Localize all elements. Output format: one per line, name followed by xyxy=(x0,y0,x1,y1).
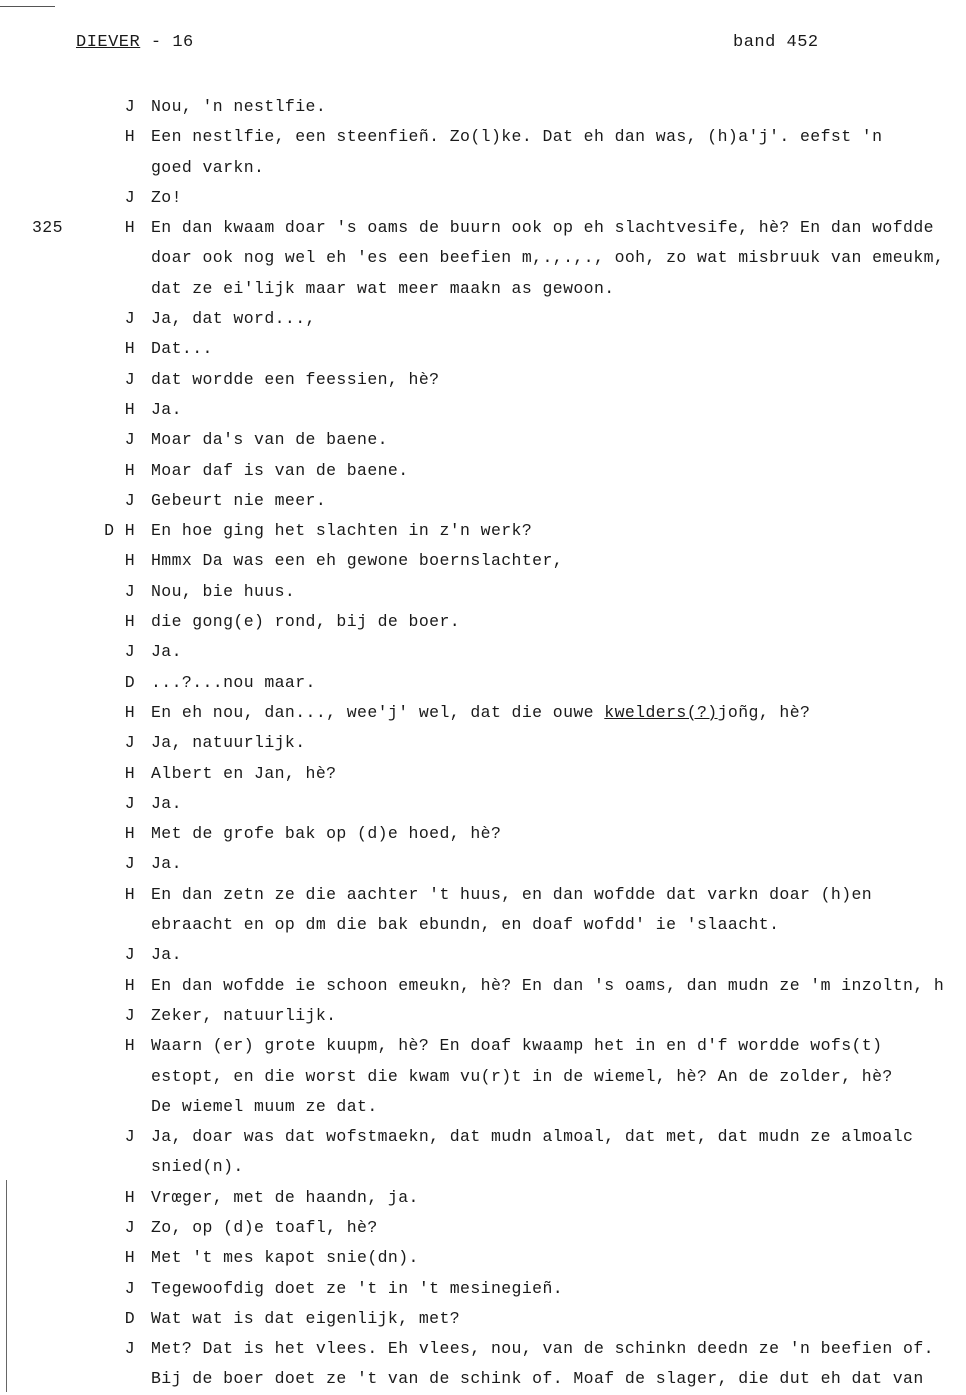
speaker-label: H xyxy=(124,127,135,147)
speaker-label: J xyxy=(124,369,135,389)
speaker-label: H xyxy=(124,1036,135,1056)
header-band: band 452 xyxy=(733,33,819,52)
speaker-label: J xyxy=(124,1339,135,1359)
transcript-entry xyxy=(0,92,966,122)
speaker-label: H xyxy=(124,702,135,722)
utterance xyxy=(151,183,966,213)
utterance-line: Met 't mes kapot snie(dn). xyxy=(151,1248,419,1268)
utterance-line: ebraacht en op dm die bak ebundn, en doaf wofdd' ie 'slaacht. xyxy=(151,915,780,935)
utterance xyxy=(151,546,966,576)
utterance-line: Ja, doar was dat wofstmaekn, dat mudn almoal, dat met, dat mudn ze almoalc xyxy=(151,1127,914,1147)
utterance xyxy=(151,456,966,486)
utterance xyxy=(151,728,966,758)
utterance xyxy=(151,1122,966,1183)
transcript-entry xyxy=(0,577,966,607)
speaker-label: J xyxy=(124,1127,135,1147)
utterance xyxy=(151,1274,966,1304)
header-left xyxy=(76,33,194,52)
transcript-entry xyxy=(0,1001,966,1031)
speaker-label: J xyxy=(124,187,135,207)
underlined-word: kwelders(?) xyxy=(604,702,718,722)
transcript-entry xyxy=(0,122,966,183)
utterance xyxy=(151,304,966,334)
transcript-entry xyxy=(0,971,966,1001)
utterance-line: dat wordde een feessien, hè? xyxy=(151,369,440,389)
speaker-label: J xyxy=(124,97,135,116)
speaker-label: J xyxy=(124,309,135,329)
utterance-line: Ja, dat word..., xyxy=(151,309,316,329)
utterance-line: En eh nou, dan..., wee'j' wel, dat die ouwe kwelders(?)joñg, hè? xyxy=(151,702,811,722)
utterance-line: goed varkn. xyxy=(151,157,265,177)
utterance-line: Ja. xyxy=(151,793,182,813)
utterance-line: dat ze ei'lijk maar wat meer maakn as gewoon. xyxy=(151,278,615,298)
transcript-entry xyxy=(0,1183,966,1213)
utterance-line: snied(n). xyxy=(151,1157,244,1177)
utterance xyxy=(151,486,966,516)
utterance xyxy=(151,607,966,637)
utterance-line: Zo, op (d)e toafl, hè? xyxy=(151,1217,378,1237)
transcript-body xyxy=(0,92,966,1395)
transcript-entry xyxy=(0,880,966,941)
transcript-entry xyxy=(0,516,966,546)
utterance xyxy=(151,1183,966,1213)
transcript-entry xyxy=(0,365,966,395)
transcript-entry xyxy=(0,698,966,728)
transcript-entry xyxy=(0,304,966,334)
top-rule xyxy=(0,6,55,7)
utterance xyxy=(151,1031,966,1122)
transcript-entry xyxy=(0,1274,966,1304)
transcript-entry xyxy=(0,1243,966,1273)
header-page-number: - 16 xyxy=(140,33,194,52)
speaker-label: H xyxy=(124,399,135,419)
transcript-entry xyxy=(0,789,966,819)
utterance-line: Nou, 'n nestlfie. xyxy=(151,97,327,116)
transcript-entry xyxy=(0,819,966,849)
transcript-entry xyxy=(0,1304,966,1334)
utterance-line: Ja. xyxy=(151,945,182,965)
transcript-entry xyxy=(0,637,966,667)
speaker-label: H xyxy=(124,612,135,632)
utterance-line: Vrœger, met de haandn, ja. xyxy=(151,1187,419,1207)
transcript-entry xyxy=(0,607,966,637)
utterance-line: Hmmx Da was een eh gewone boernslachter, xyxy=(151,551,564,571)
speaker-label: J xyxy=(124,430,135,450)
speaker-label: H xyxy=(124,551,135,571)
utterance xyxy=(151,334,966,364)
speaker-label: J xyxy=(124,945,135,965)
utterance xyxy=(151,819,966,849)
utterance xyxy=(151,698,966,728)
speaker-label: J xyxy=(124,733,135,753)
utterance-line: Ja. xyxy=(151,854,182,874)
utterance-line: Ja. xyxy=(151,399,182,419)
speaker-label: H xyxy=(124,339,135,359)
utterance xyxy=(151,849,966,879)
utterance-line: doar ook nog wel eh 'es een beefien m,.,.,., ooh, zo wat misbruuk van emeukm, xyxy=(151,248,945,268)
utterance xyxy=(151,759,966,789)
page-header xyxy=(0,33,966,59)
speaker-label: J xyxy=(124,793,135,813)
transcript-entry xyxy=(0,486,966,516)
speaker-label: J xyxy=(124,642,135,662)
speaker-label: H xyxy=(124,884,135,904)
speaker-label: H xyxy=(124,763,135,783)
utterance xyxy=(151,880,966,941)
speaker-label: J xyxy=(124,854,135,874)
utterance xyxy=(151,365,966,395)
utterance xyxy=(151,637,966,667)
utterance-line: ...?...nou maar. xyxy=(151,672,316,692)
speaker-label: J xyxy=(124,1278,135,1298)
speaker-label: D xyxy=(124,1308,135,1328)
utterance-line: Gebeurt nie meer. xyxy=(151,490,327,510)
transcript-entry xyxy=(0,728,966,758)
utterance-line: En dan kwaam doar 's oams de buurn ook op eh slachtvesife, hè? En dan wofdde xyxy=(151,218,934,238)
transcript-entry xyxy=(0,849,966,879)
utterance-line: En dan wofdde ie schoon emeukn, hè? En dan 's oams, dan mudn ze 'm inzoltn, h xyxy=(151,975,945,995)
transcript-entry xyxy=(0,1334,966,1395)
speaker-label: H xyxy=(124,1187,135,1207)
speaker-label: H xyxy=(124,1248,135,1268)
speaker-label: J xyxy=(124,581,135,601)
speaker-label: H xyxy=(124,824,135,844)
utterance xyxy=(151,940,966,970)
utterance xyxy=(151,395,966,425)
utterance-line: Zo! xyxy=(151,187,182,207)
utterance-line: Bij de boer doet ze 't van de schink of. Moaf de slager, die dut eh dat van xyxy=(151,1369,924,1389)
speaker-label: D H xyxy=(104,521,135,541)
transcript-entry xyxy=(0,425,966,455)
transcript-entry xyxy=(0,759,966,789)
speaker-label: J xyxy=(124,1005,135,1025)
utterance-line: Zeker, natuurlijk. xyxy=(151,1005,337,1025)
transcript-entry xyxy=(0,1031,966,1122)
utterance-line: Tegewoofdig doet ze 't in 't mesinegieñ. xyxy=(151,1278,564,1298)
utterance-line: die gong(e) rond, bij de boer. xyxy=(151,612,461,632)
speaker-label: J xyxy=(124,490,135,510)
utterance-line: Moar daf is van de baene. xyxy=(151,460,409,480)
utterance-line: Dat... xyxy=(151,339,213,359)
transcript-entry xyxy=(0,334,966,364)
utterance xyxy=(151,213,966,304)
transcript-entry xyxy=(0,456,966,486)
utterance-line: Wat wat is dat eigenlijk, met? xyxy=(151,1308,461,1328)
speaker-label: H xyxy=(124,218,135,238)
utterance-line: Waarn (er) grote kuupm, hè? En doaf kwaamp het in en d'f wordde wofs(t) xyxy=(151,1036,883,1056)
transcript-entry xyxy=(0,1122,966,1183)
speaker-label: D xyxy=(124,672,135,692)
transcript-entry xyxy=(0,183,966,213)
speaker-label: H xyxy=(124,460,135,480)
speaker-label: H xyxy=(124,975,135,995)
utterance-line: Ja, natuurlijk. xyxy=(151,733,306,753)
utterance-line: Met? Dat is het vlees. Eh vlees, nou, van de schinkn deedn ze 'n beefien of. xyxy=(151,1339,934,1359)
utterance xyxy=(151,1304,966,1334)
utterance xyxy=(151,971,966,1001)
utterance xyxy=(151,577,966,607)
transcript-entry xyxy=(0,1213,966,1243)
utterance xyxy=(151,516,966,546)
utterance-line: En hoe ging het slachten in z'n werk? xyxy=(151,521,533,541)
utterance-line: estopt, en die worst die kwam vu(r)t in de wiemel, hè? An de zolder, hè? xyxy=(151,1066,893,1086)
utterance-line: Een nestlfie, een steenfieñ. Zo(l)ke. Dat eh dan was, (h)a'j'. eefst 'n xyxy=(151,127,883,147)
utterance xyxy=(151,122,966,183)
utterance xyxy=(151,1213,966,1243)
line-number: 325 xyxy=(32,218,63,238)
utterance-line: En dan zetn ze die aachter 't huus, en dan wofdde dat varkn doar (h)en xyxy=(151,884,873,904)
utterance xyxy=(151,668,966,698)
utterance xyxy=(151,1243,966,1273)
utterance-line: Nou, bie huus. xyxy=(151,581,296,601)
transcript-entry xyxy=(0,668,966,698)
utterance-line: Moar da's van de baene. xyxy=(151,430,388,450)
utterance xyxy=(151,425,966,455)
utterance xyxy=(151,1001,966,1031)
utterance xyxy=(151,1334,966,1395)
transcript-entry xyxy=(0,213,966,304)
utterance xyxy=(151,92,966,122)
utterance-line: De wiemel muum ze dat. xyxy=(151,1096,378,1116)
header-title: DIEVER xyxy=(76,33,141,52)
transcript-entry xyxy=(0,940,966,970)
utterance-line: Albert en Jan, hè? xyxy=(151,763,337,783)
transcript-entry xyxy=(0,395,966,425)
speaker-label: J xyxy=(124,1217,135,1237)
transcript-entry xyxy=(0,546,966,576)
utterance-line: Met de grofe bak op (d)e hoed, hè? xyxy=(151,824,502,844)
utterance xyxy=(151,789,966,819)
utterance-line: Ja. xyxy=(151,642,182,662)
